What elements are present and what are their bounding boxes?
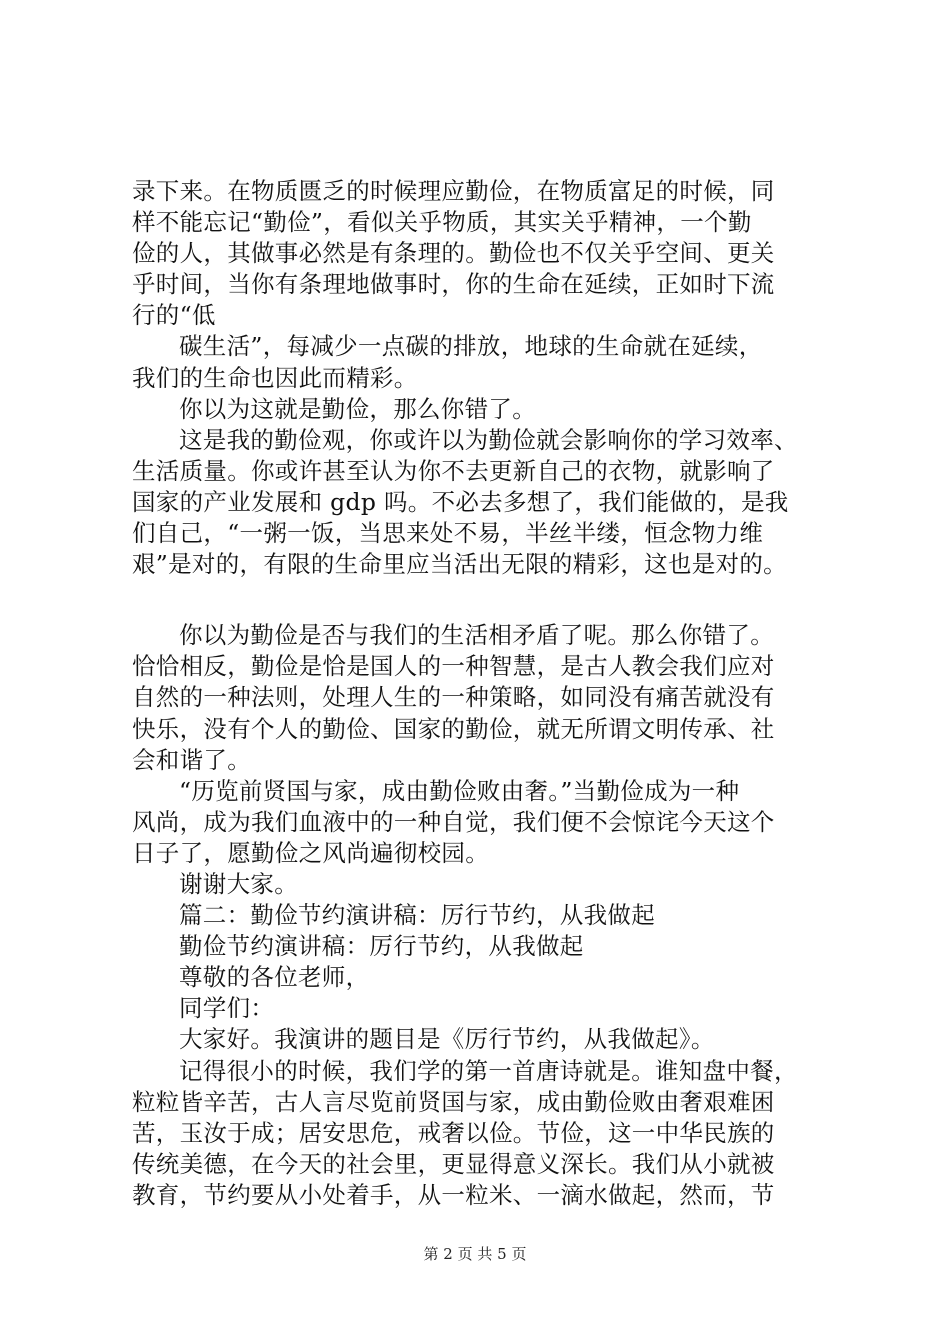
paragraph-group-2 [132, 620, 832, 1211]
text-line: 国家的产业发展和 gdp 吗。不必去多想了，我们能做的，是我 [132, 487, 789, 516]
text-line: 行的“低 [132, 301, 216, 330]
text-line: “历览前贤国与家，成由勤俭败由奢。”当勤俭成为一种 [179, 776, 740, 805]
page-footer [0, 1244, 950, 1264]
text-line: 这是我的勤俭观，你或许以为勤俭就会影响你的学习效率、 [179, 425, 798, 454]
document-body [132, 176, 832, 1211]
text-line: 你以为勤俭是否与我们的生活相矛盾了呢。那么你错了。 [179, 621, 774, 650]
text-line: 快乐，没有个人的勤俭、国家的勤俭，就无所谓文明传承、社 [132, 714, 775, 743]
text-line: 生活质量。你或许甚至认为你不去更新自己的衣物，就影响了 [132, 456, 775, 485]
text-line: 大家好。我演讲的题目是《厉行节约，从我做起》。 [179, 1025, 715, 1054]
text-line: 自然的一种法则，处理人生的一种策略，如同没有痛苦就没有 [132, 683, 775, 712]
text-line: 尊敬的各位老师， [179, 963, 370, 992]
text-line: 谢谢大家。 [179, 869, 298, 898]
text-line: 同学们： [179, 994, 275, 1023]
text-line: 记得很小的时候，我们学的第一首唐诗就是。谁知盘中餐， [179, 1056, 798, 1085]
text-line: 俭的人，其做事必然是有条理的。勤俭也不仅关乎空间、更关 [132, 239, 775, 268]
text-line: 恰恰相反，勤俭是恰是国人的一种智慧，是古人教会我们应对 [132, 652, 775, 681]
page-number: 第 2 页 共 5 页 [423, 1245, 527, 1263]
text-line: 教育，节约要从小处着手，从一粒米、一滴水做起，然而，节 [132, 1180, 775, 1209]
paragraph-spacing [132, 580, 832, 620]
text-line: 日子了，愿勤俭之风尚遍彻校园。 [132, 838, 489, 867]
text-line: 你以为这就是勤俭，那么你错了。 [179, 394, 536, 423]
text-line: 会和谐了。 [132, 745, 251, 774]
text-line: 碳生活”，每减少一点碳的排放，地球的生命就在延续， [179, 332, 763, 361]
text-line: 篇二：勤俭节约演讲稿：厉行节约，从我做起 [179, 901, 655, 930]
text-line: 们自己，“一粥一饭，当思来处不易，半丝半缕，恒念物力维 [132, 519, 764, 548]
text-line: 勤俭节约演讲稿：厉行节约，从我做起 [179, 932, 584, 961]
text-line: 风尚，成为我们血液中的一种自觉，我们便不会惊诧今天这个 [132, 807, 775, 836]
text-line: 粒粒皆辛苦，古人言尽览前贤国与家，成由勤俭败由奢艰难困 [132, 1087, 775, 1116]
text-line: 传统美德，在今天的社会里，更显得意义深长。我们从小就被 [132, 1149, 775, 1178]
text-line: 我们的生命也因此而精彩。 [132, 363, 418, 392]
text-line: 样不能忘记“勤俭”，看似关乎物质，其实关乎精神，一个勤 [132, 208, 752, 237]
paragraph-group-1 [132, 176, 832, 580]
text-line: 录下来。在物质匮乏的时候理应勤俭，在物质富足的时候，同 [132, 177, 775, 205]
text-line: 苦，玉汝于成；居安思危，戒奢以俭。节俭，这一中华民族的 [132, 1118, 775, 1147]
text-line: 艰”是对的，有限的生命里应当活出无限的精彩，这也是对的。 [132, 550, 787, 579]
text-line: 乎时间，当你有条理地做事时，你的生命在延续，正如时下流 [132, 270, 775, 299]
